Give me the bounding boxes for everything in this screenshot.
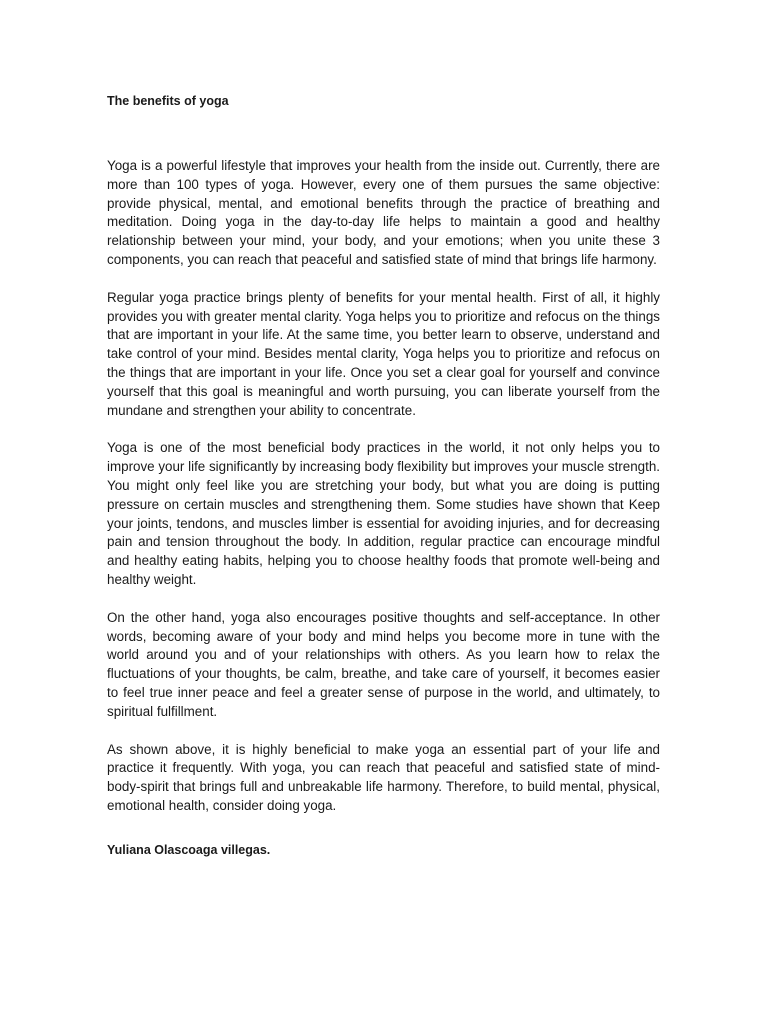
document-title: The benefits of yoga [107, 94, 229, 108]
paragraph-conclusion: As shown above, it is highly beneficial to make yoga an essential part of your life and practice it frequently. With yoga, you can reach that peaceful and satisfied state of mind-body-spirit that brings full and unbreakable life harmony. Therefore, to build mental, physical, emotional health, consider doing yoga. [107, 741, 660, 813]
paragraph-mental-health: Regular yoga practice brings plenty of benefits for your mental health. First of all, it highly provides you with greater mental clarity. Yoga helps you to prioritize and refocus on the things that are important in your life. At the same time, you better learn to observe, understand and take control of your mind. Besides mental clarity, Yoga helps you to prioritize and refocus on the things that are important in your life. Once you set a clear goal for yourself and convince yourself that this goal is meaningful and worth pursuing, you can liberate yourself from the mundane and strengthen your ability to concentrate. [107, 289, 660, 418]
paragraph-positive-thoughts: On the other hand, yoga also encourages positive thoughts and self-acceptance. In other words, becoming aware of your body and mind helps you become more in tune with the world around you and of your relationships with others. As you learn how to relax the fluctuations of your thoughts, be calm, breathe, and take care of yourself, it becomes easier to feel true inner peace and feel a greater sense of purpose in the world, and ultimately, to spiritual fulfillment. [107, 609, 660, 719]
paragraph-body-benefits: Yoga is one of the most beneficial body practices in the world, it not only helps you to improve your life significantly by increasing body flexibility but improves your muscle strength. You might only feel like you are stretching your body, but what you are doing is putting pressure on certain muscles and strengthening them. Some studies have shown that Keep your joints, tendons, and muscles limber is essential for avoiding injuries, and for decreasing pain and tension throughout the body. In addition, regular practice can encourage mindful and healthy eating habits, helping you to choose healthy foods that promote well-being and healthy weight. [107, 440, 660, 587]
document-body [107, 157, 660, 816]
document-page [107, 92, 660, 860]
paragraph-intro: Yoga is a powerful lifestyle that improves your health from the inside out. Currently, there are more than 100 types of yoga. However, every one of them pursues the same objective: provide physical, mental, and emotional benefits through the practice of breathing and meditation. Doing yoga in the day-to-day life helps to maintain a good and healthy relationship between your mind, your body, and your emotions; when you unite these 3 components, you can reach that peaceful and satisfied state of mind that brings life harmony. [107, 158, 660, 267]
author-signature: Yuliana Olascoaga villegas. [107, 842, 271, 857]
